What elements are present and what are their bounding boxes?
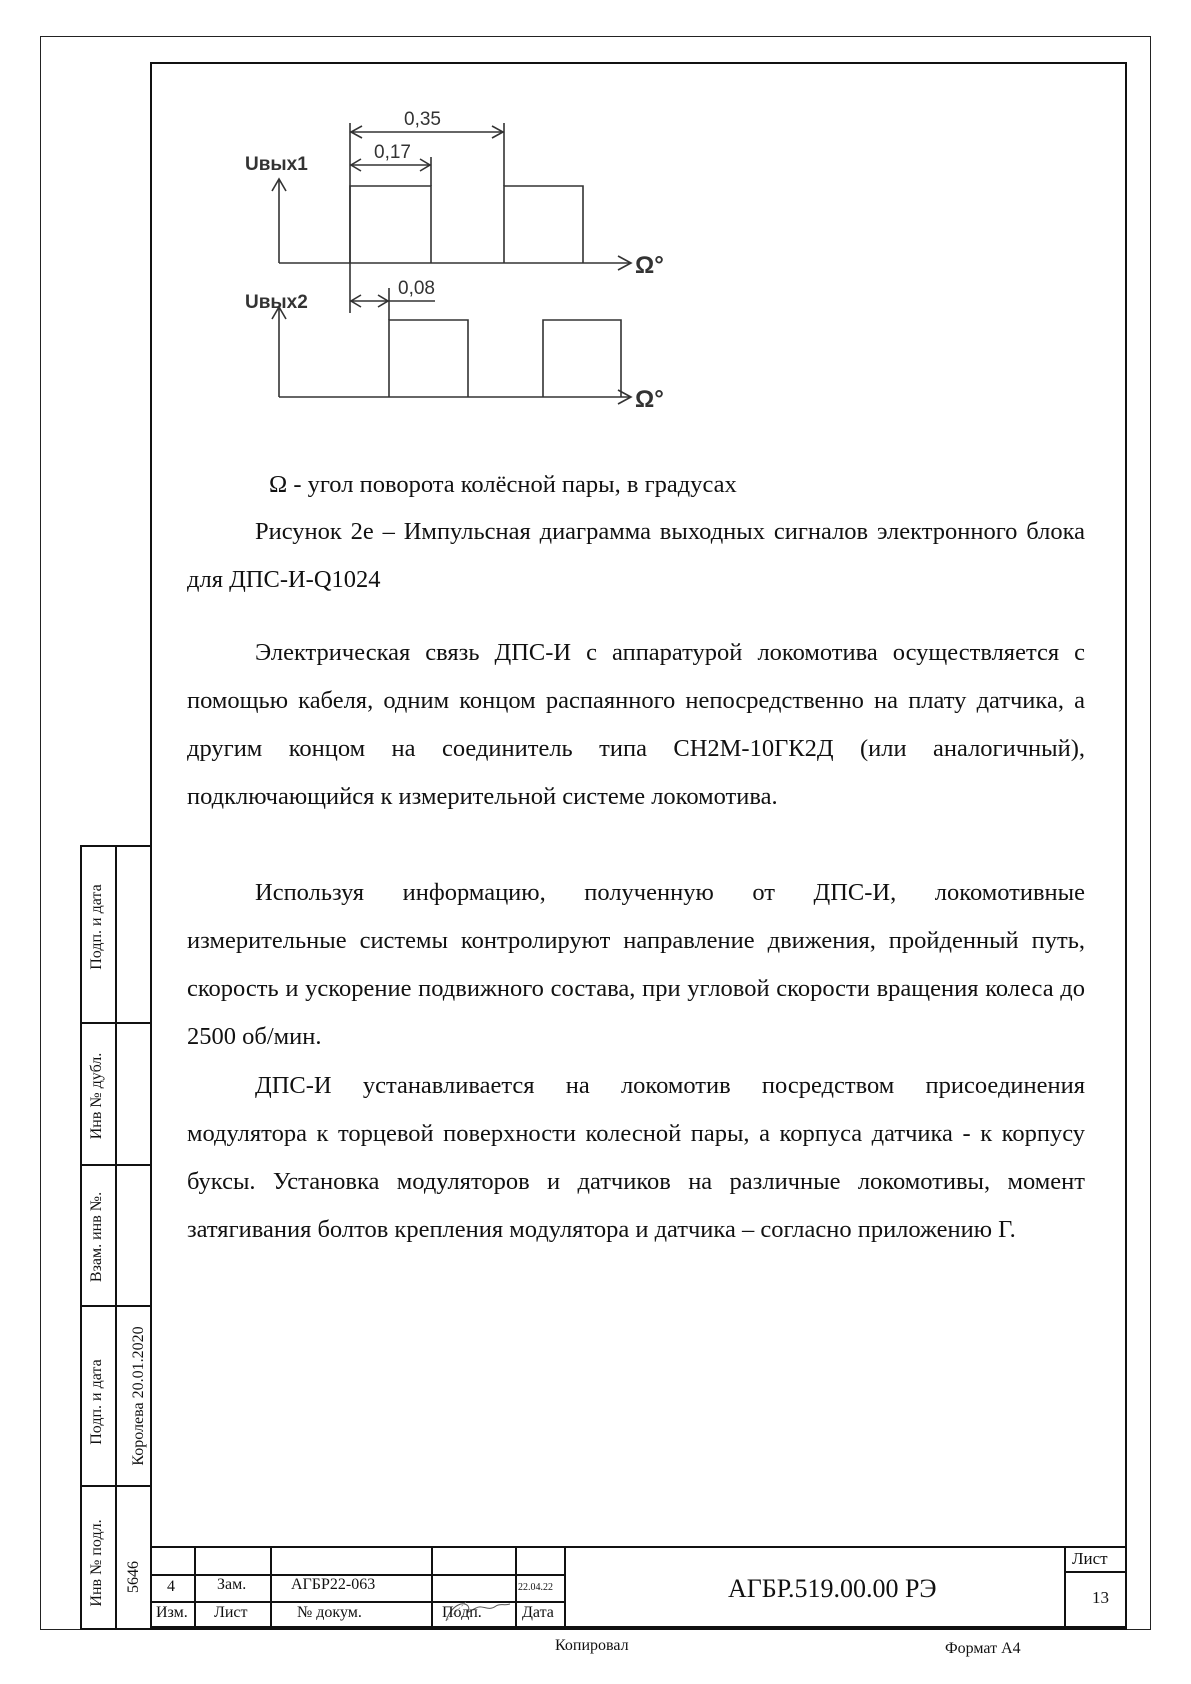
footer-copied: Копировал [555, 1637, 629, 1654]
side-label-inv-dubl: Инв № дубл. [88, 1052, 105, 1140]
axis-label-1: Uвых1 [245, 154, 308, 175]
tb-sheet-number: 13 [1092, 1588, 1109, 1607]
paragraph-1: Электрическая связь ДПС-И с аппаратурой локомотива осуществляется с помощью кабеля, одним концом распаянного непосредственно на плату датчика, а другим концом на соединитель типа СН2М-10ГК2Д (или аналогичный), подключающийся к измерительной системе локомотива. [187, 639, 1085, 810]
tb-sheet-label: Лист [1072, 1549, 1108, 1568]
dim-shift-label: 0,08 [398, 278, 435, 299]
tb-list-value: Зам. [217, 1576, 247, 1593]
side-label-sign-date-1: Подп. и дата [88, 884, 105, 970]
axis-label-2: Uвых2 [245, 292, 308, 313]
tb-header-izm: Изм. [156, 1604, 188, 1621]
tb-header-list: Лист [214, 1604, 248, 1621]
paragraph-2: Используя информацию, полученную от ДПС-И, локомотивные измерительные системы контролируют направление движения, пройденный путь, скорость и ускорение подвижного состава, при угловой скорости вращения колеса до 2500 об/мин. [187, 879, 1085, 1050]
paragraph-3: ДПС-И устанавливается на локомотив посредством присоединения модулятора к торцевой поверхности колесной пары, а корпуса датчика - к корпусу буксы. Установка модуляторов и датчиков на различные локомотивы, момент затягивания болтов крепления модулятора и датчика – согласно приложению Г. [187, 1072, 1085, 1243]
side-value-sign-date: Королева 20.01.2020 [130, 1326, 147, 1466]
x-axis-label-2: Ω° [635, 386, 664, 413]
tb-izm-value: 4 [167, 1578, 175, 1595]
pulse-1b [504, 186, 583, 263]
footer-format: Формат А4 [945, 1640, 1021, 1657]
tb-doc-value: АГБР22-063 [291, 1576, 376, 1593]
impulse-diagram [230, 95, 710, 415]
tb-header-doc: № докум. [297, 1604, 362, 1621]
pulse-1a [350, 186, 431, 263]
pulse-2a [389, 320, 468, 397]
side-label-inv-podl: Инв № подл. [88, 1519, 105, 1607]
figure-caption: Рисунок 2е – Импульсная диаграмма выходных сигналов электронного блока для ДПС-И-Q1024 [187, 518, 1085, 593]
x-axis-label-1: Ω° [635, 252, 664, 279]
tb-date-value: 22.04.22 [518, 1582, 553, 1593]
tb-header-sign: Подп. [442, 1604, 482, 1621]
side-value-inv-podl: 5646 [125, 1561, 142, 1593]
side-label-vzam-inv: Взам. инв №. [88, 1191, 105, 1283]
document-designation: АГБР.519.00.00 РЭ [728, 1574, 937, 1603]
dim-pulse-label: 0,17 [374, 142, 411, 163]
pulse-2b [543, 320, 621, 397]
legend-line: Ω - угол поворота колёсной пары, в градусах [269, 471, 737, 498]
tb-header-date: Дата [522, 1604, 554, 1621]
side-label-sign-date-2: Подп. и дата [88, 1359, 105, 1445]
dim-period-label: 0,35 [404, 109, 441, 130]
